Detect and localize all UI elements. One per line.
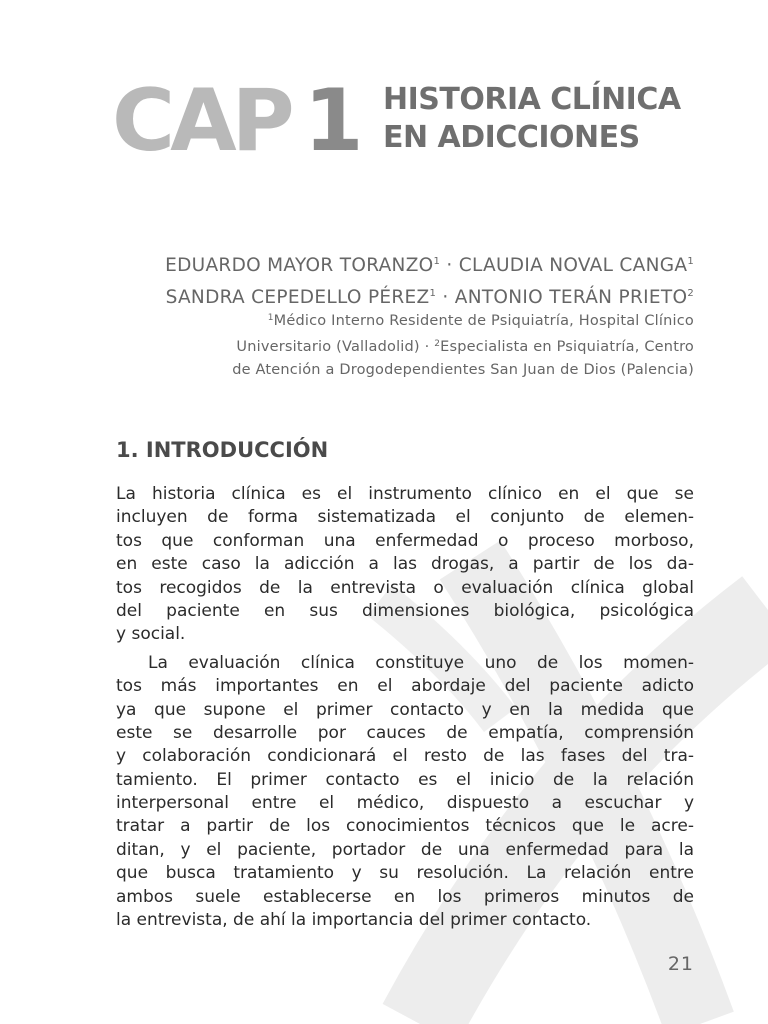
- chapter-title: [383, 81, 681, 157]
- text-line: que busca tratamiento y su resolución. La relación entre: [116, 863, 694, 884]
- text-line: tratar a partir de los conocimientos técnicos que le acre-: [116, 816, 694, 837]
- paragraph-2: [116, 652, 694, 933]
- author-name: SANDRA CEPEDELLO PÉREZ: [165, 287, 430, 308]
- author-name: ANTONIO TERÁN PRIETO: [454, 287, 688, 308]
- author-name: CLAUDIA NOVAL CANGA: [458, 255, 688, 276]
- affiliation-line: [232, 333, 694, 359]
- text-line: interpersonal entre el médico, dispuesto a escuchar y: [116, 793, 694, 814]
- text-line: este se desarrolle por cauces de empatía, comprensión: [116, 722, 694, 743]
- author-line: [165, 248, 694, 280]
- author-name: EDUARDO MAYOR TORANZO: [165, 255, 434, 276]
- affiliation-text: Médico Interno Residente de Psiquiatría, Hospital Clínico: [273, 313, 694, 329]
- affiliation-line: de Atención a Drogodependientes San Juan de Dios (Palencia): [232, 362, 694, 378]
- text-line: ambos suele establecerse en los primeros minutos de: [116, 886, 694, 907]
- affiliation-line: [232, 307, 694, 333]
- body-text: [116, 483, 694, 932]
- text-line: tos recogidos de la entrevista o evaluación clínica global: [116, 577, 694, 598]
- text-line: ya que supone el primer contacto y en la medida que: [116, 699, 694, 720]
- author-affiliation-marker: 1: [433, 256, 441, 267]
- affiliation-text: Especialista en Psiquiatría, Centro: [440, 339, 694, 355]
- author-list: [165, 248, 694, 312]
- text-line: tamiento. El primer contacto es el inicio de la relación: [116, 769, 694, 790]
- text-line: y social.: [116, 624, 186, 645]
- text-line: la entrevista, de ahí la importancia del primer contacto.: [116, 910, 592, 931]
- chapter-label: [112, 71, 364, 171]
- author-separator: ·: [440, 255, 459, 276]
- text-line: ditan, y el paciente, portador de una enfermedad para la: [116, 839, 694, 860]
- text-line: La historia clínica es el instrumento clínico en el que se: [116, 484, 694, 504]
- text-line: tos que conforman una enfermedad o proceso morboso,: [116, 530, 694, 551]
- text-line: del paciente en sus dimensiones biológica, psicológica: [116, 600, 694, 621]
- chapter-title-line: HISTORIA CLÍNICA: [383, 82, 681, 117]
- author-affiliation-marker: 1: [429, 288, 437, 299]
- page-number: 21: [667, 953, 694, 975]
- affiliations: [232, 307, 694, 382]
- author-affiliation-marker: 2: [687, 288, 694, 299]
- text-line: tos más importantes en el abordaje del paciente adicto: [116, 676, 694, 697]
- section-heading: 1. INTRODUCCIÓN: [116, 438, 329, 462]
- text-line: y colaboración condicionará el resto de las fases del tra-: [116, 746, 694, 767]
- text-line: en este caso la adicción a las drogas, a partir de los da-: [116, 554, 694, 575]
- chapter-cap-word: CAP: [112, 71, 290, 171]
- text-line: La evaluación clínica constituye uno de los momen-: [148, 652, 694, 673]
- chapter-title-line: EN ADICCIONES: [383, 120, 640, 155]
- affiliation-marker: 2: [434, 339, 441, 349]
- author-separator: ·: [436, 287, 455, 308]
- author-affiliation-marker: 1: [687, 256, 694, 267]
- affiliation-text: Universitario (Valladolid) ·: [236, 339, 435, 355]
- chapter-number: 1: [303, 71, 364, 171]
- paragraph-1: [116, 483, 694, 647]
- text-line: incluyen de forma sistematizada el conjunto de elemen-: [116, 507, 694, 528]
- affiliation-marker: 1: [267, 313, 274, 323]
